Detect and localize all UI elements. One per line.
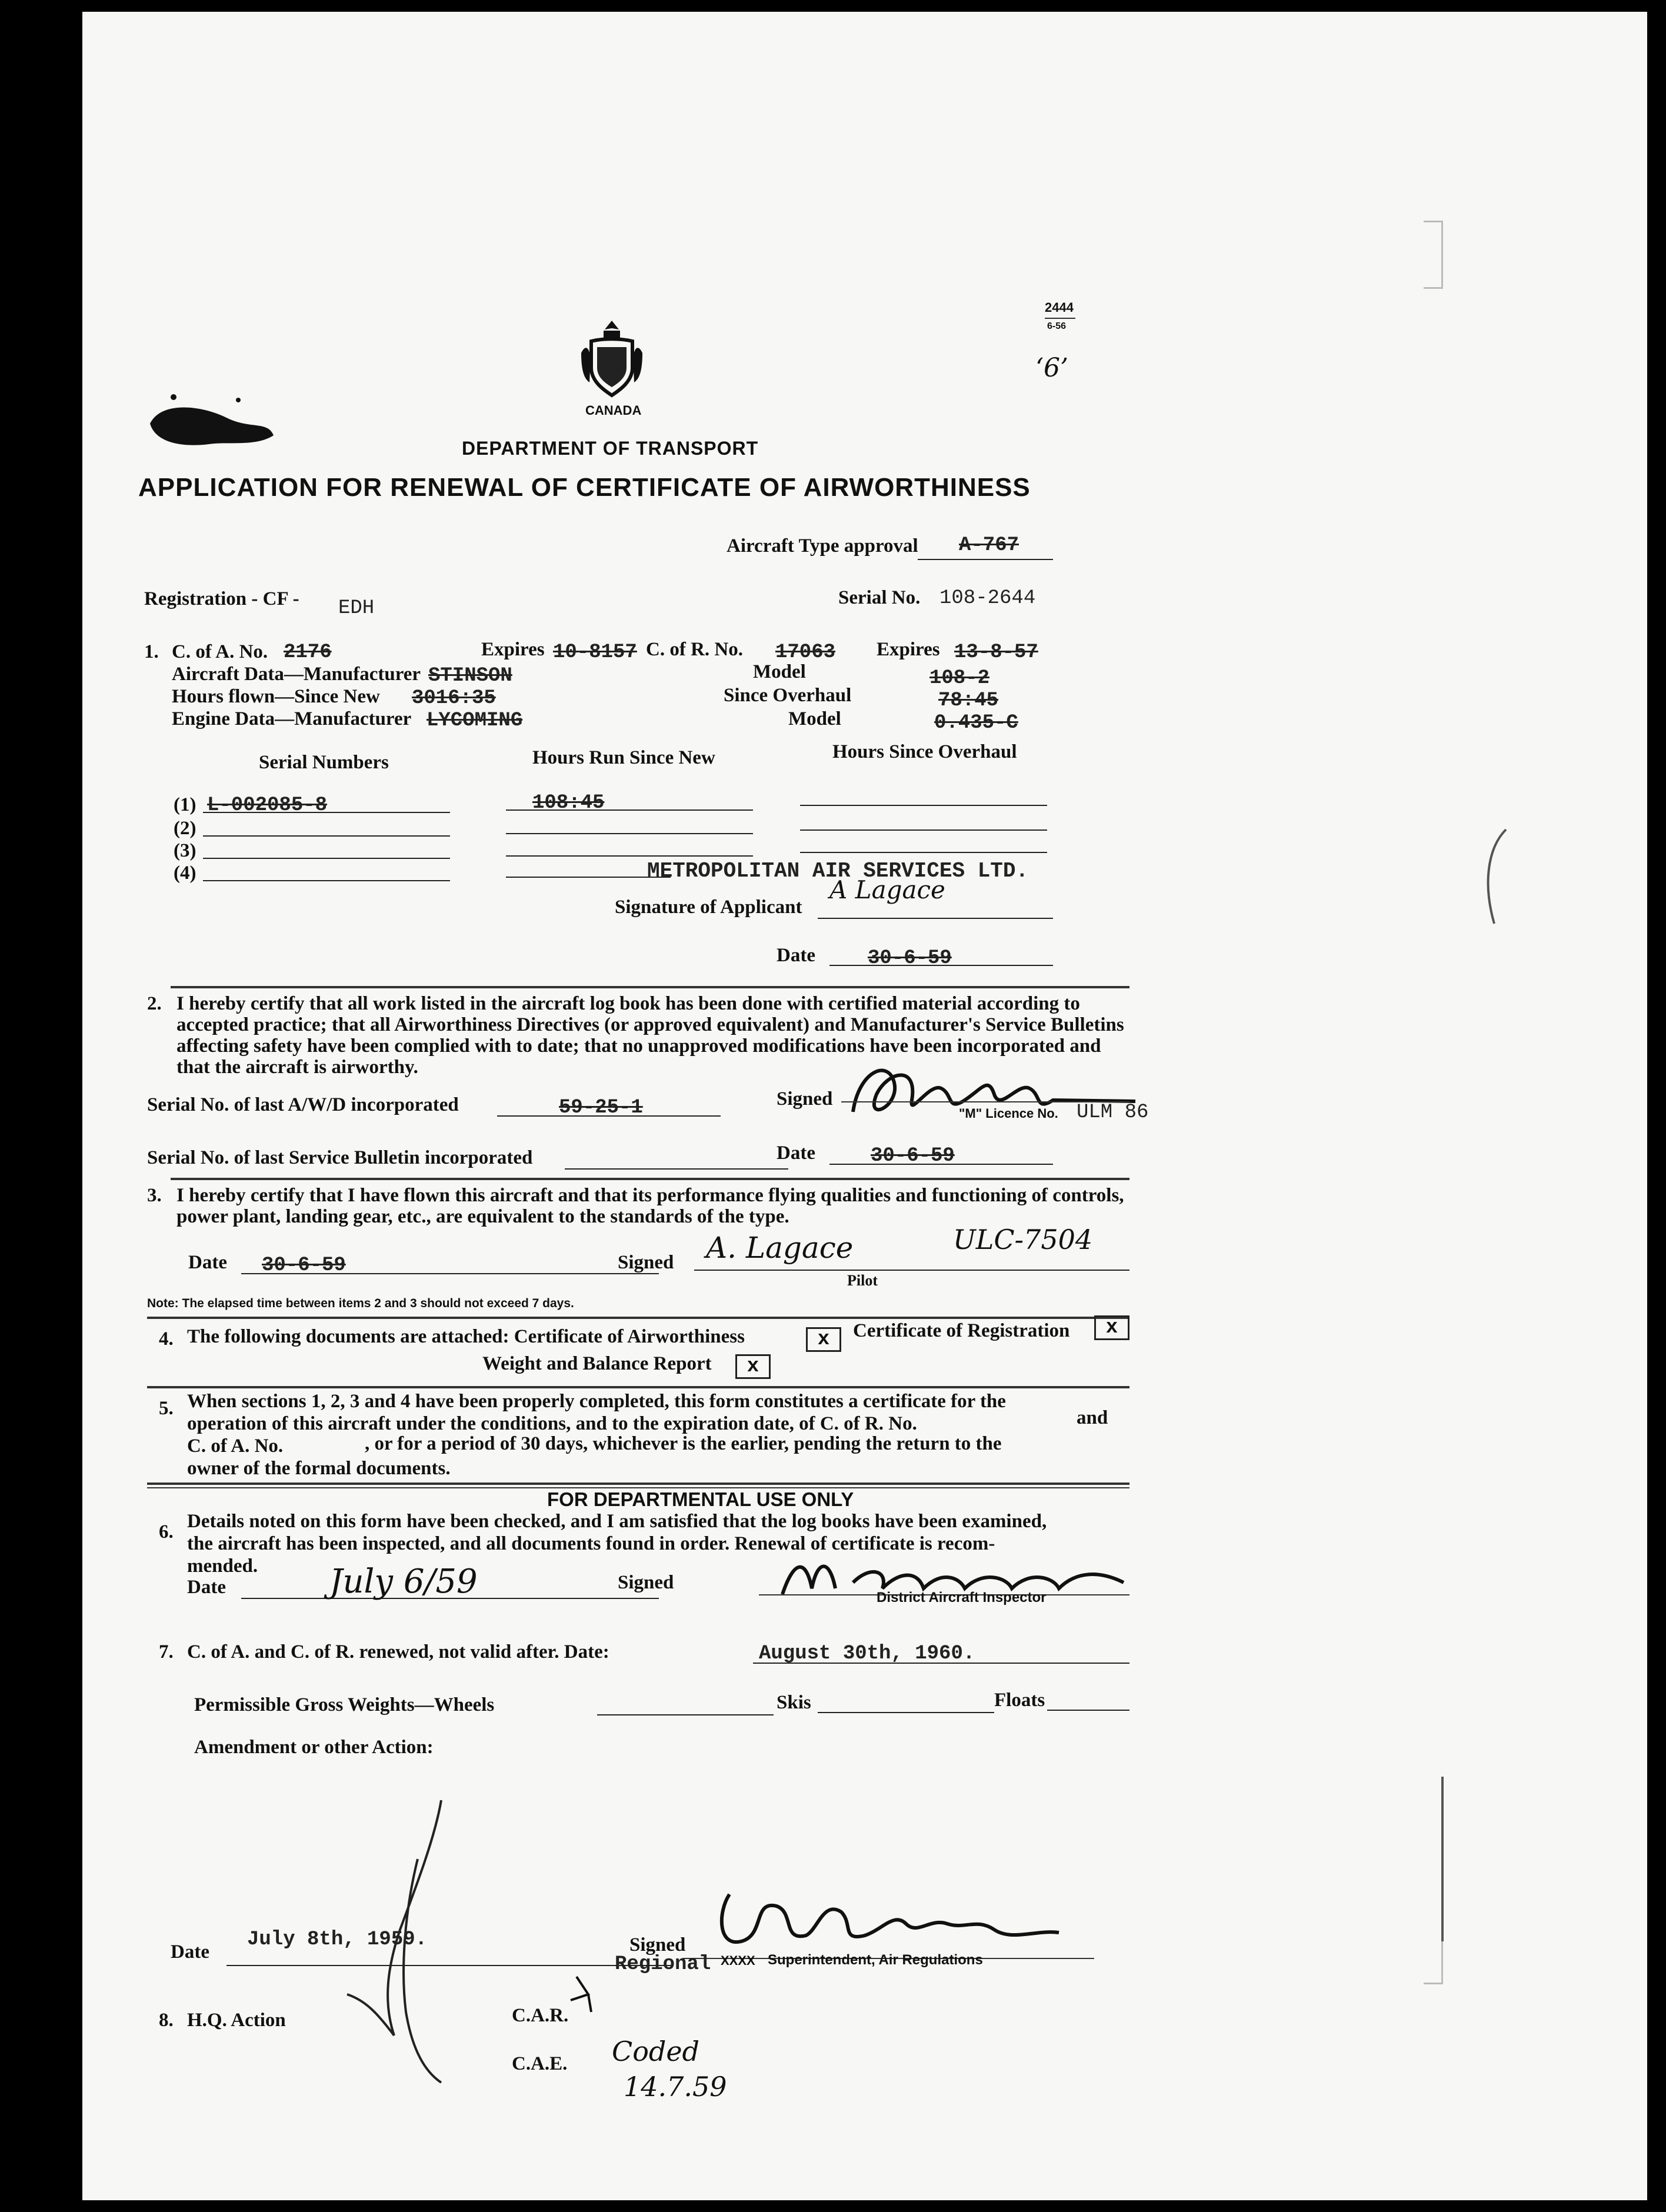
section-5-line-2: operation of this aircraft under the conditions, and to the expiration date, of C. of R. No. bbox=[187, 1413, 917, 1434]
page-title: APPLICATION FOR RENEWAL OF CERTIFICATE OF AIRWORTHINESS bbox=[138, 473, 1031, 502]
row-2-serial-line bbox=[203, 835, 450, 837]
section-7-number: 7. bbox=[159, 1641, 174, 1663]
form-date: 6-56 bbox=[1047, 321, 1067, 331]
section-6-line-1: Details noted on this form have been checked, and I am satisfied that the log books have been examined, bbox=[187, 1511, 1047, 1532]
form-number-divider bbox=[1045, 318, 1075, 319]
department-title: DEPARTMENT OF TRANSPORT bbox=[462, 438, 759, 459]
section-6-line-2: the aircraft has been inspected, and all documents found in order. Renewal of certificate is recom- bbox=[187, 1533, 995, 1554]
cae-label: C.A.E. bbox=[512, 2053, 568, 2074]
col-hours-overhaul: Hours Since Overhaul bbox=[832, 741, 1017, 762]
bulletin-line bbox=[565, 1168, 788, 1170]
row-4-serial-line bbox=[203, 880, 450, 881]
floats-label: Floats bbox=[994, 1690, 1045, 1711]
pilot-signature: A. Lagace bbox=[706, 1231, 854, 1265]
section-3-date: 30-6-59 bbox=[262, 1254, 346, 1277]
row-1-hours-line bbox=[506, 809, 753, 811]
ca-no-label: C. of A. No. bbox=[172, 641, 268, 662]
wb-attached-label: Weight and Balance Report bbox=[482, 1353, 712, 1374]
section-2-date: 30-6-59 bbox=[871, 1145, 955, 1167]
row-3-overhaul-line bbox=[800, 852, 1047, 853]
expires-2-value: 13-8-57 bbox=[954, 641, 1038, 664]
departmental-heading: FOR DEPARTMENTAL USE ONLY bbox=[547, 1488, 854, 1510]
coded-date: 14.7.59 bbox=[624, 2071, 727, 2103]
signature-applicant: A Lagace bbox=[829, 875, 945, 904]
section-3-date-label: Date bbox=[188, 1252, 227, 1273]
car-label: C.A.R. bbox=[512, 2005, 569, 2026]
expires-1-label: Expires bbox=[481, 639, 545, 660]
col-hours-new: Hours Run Since New bbox=[532, 747, 715, 768]
section-4-number: 4. bbox=[159, 1328, 174, 1350]
margin-rule bbox=[1441, 1777, 1444, 1941]
pilot-label: Pilot bbox=[847, 1272, 878, 1289]
type-approval-value: A-767 bbox=[959, 534, 1019, 557]
divider-4 bbox=[147, 1386, 1129, 1388]
section-6-number: 6. bbox=[159, 1521, 174, 1543]
section-3-signature-line bbox=[694, 1270, 1129, 1271]
section-7-date2-label: Date bbox=[171, 1941, 209, 1963]
section-7-signed-label: Signed bbox=[629, 1934, 686, 1956]
wb-attached-checkbox[interactable]: x bbox=[735, 1354, 771, 1379]
superintendent-label: Superintendent, Air Regulations bbox=[768, 1952, 983, 1968]
section-1-date: 30-6-59 bbox=[868, 947, 952, 970]
section-2-date-label: Date bbox=[777, 1142, 815, 1164]
regional-superintendent-signature bbox=[706, 1877, 1082, 1959]
struck-word: XXXX bbox=[721, 1953, 755, 1968]
regional-label: Regional bbox=[615, 1953, 711, 1976]
row-1-index: (1) bbox=[174, 794, 196, 815]
expires-1-value: 10-8157 bbox=[553, 641, 637, 664]
section-5-and: and bbox=[1077, 1407, 1108, 1428]
section-1-date-label: Date bbox=[777, 945, 815, 966]
hours-since-new: 3016:35 bbox=[412, 687, 496, 709]
row-1-hours-new: 108:45 bbox=[532, 792, 605, 814]
engine-manufacturer: LYCOMING bbox=[427, 709, 523, 732]
section-1-number: 1. bbox=[144, 641, 159, 662]
section-2-text: I hereby certify that all work listed in the aircraft log book has been done with certified material according to accepted practice; that all Airworthiness Directives (or approved equivalent) and Manufacturer's Service Bulletins affecting safety have been complied with to date; that no unapproved modifications have been incorporated and that the aircraft is airworthy. bbox=[176, 993, 1124, 1078]
crop-mark-top bbox=[1424, 221, 1443, 289]
aircraft-manufacturer: STINSON bbox=[428, 665, 512, 687]
section-3-text: I hereby certify that I have flown this aircraft and that its performance flying qualities and functioning of controls, power plant, landing gear, etc., are equivalent to the standards of the type. bbox=[176, 1185, 1124, 1227]
coded-note: Coded bbox=[612, 2036, 700, 2067]
bulletin-label: Serial No. of last Service Bulletin incorporated bbox=[147, 1147, 533, 1168]
pilot-licence: ULC-7504 bbox=[953, 1224, 1093, 1255]
col-serial-numbers: Serial Numbers bbox=[259, 752, 389, 773]
aircraft-data-label: Aircraft Data—Manufacturer bbox=[172, 664, 421, 685]
section-7-date2: July 8th, 1959. bbox=[247, 1928, 428, 1951]
section-6-date-label: Date bbox=[187, 1577, 226, 1598]
aircraft-model: 108-2 bbox=[929, 667, 990, 689]
divider-2 bbox=[171, 1178, 1129, 1180]
m-licence-value: ULM 86 bbox=[1077, 1101, 1149, 1124]
signature-applicant-label: Signature of Applicant bbox=[615, 897, 802, 918]
awd-value: 59-25-1 bbox=[559, 1097, 643, 1119]
row-4-hours-line bbox=[506, 877, 671, 878]
row-1-serial: L-002085-8 bbox=[207, 794, 328, 817]
type-approval-line bbox=[918, 559, 1053, 560]
section-5-number: 5. bbox=[159, 1398, 174, 1419]
row-3-serial-line bbox=[203, 858, 450, 859]
registration-value: EDH bbox=[338, 597, 375, 619]
elapsed-time-note: Note: The elapsed time between items 2 and 3 should not exceed 7 days. bbox=[147, 1297, 574, 1310]
margin-bracket-mark bbox=[1471, 824, 1518, 941]
hours-flown-label: Hours flown—Since New bbox=[172, 686, 380, 707]
ink-blot bbox=[138, 388, 279, 459]
corner-mark: ‘6’ bbox=[1035, 353, 1068, 383]
serial-value: 108-2644 bbox=[939, 587, 1036, 609]
crop-mark-bottom bbox=[1424, 1918, 1443, 1984]
row-1-overhaul-line bbox=[800, 805, 1047, 806]
row-2-overhaul-line bbox=[800, 830, 1047, 831]
cr-attached-checkbox[interactable]: x bbox=[1094, 1315, 1129, 1340]
row-3-hours-line bbox=[506, 855, 753, 857]
serial-label: Serial No. bbox=[838, 587, 921, 608]
divider-5 bbox=[147, 1483, 1129, 1485]
district-inspector-label: District Aircraft Inspector bbox=[877, 1590, 1047, 1605]
divider-1 bbox=[171, 986, 1129, 988]
engine-model-label: Model bbox=[788, 708, 841, 729]
section-8-number: 8. bbox=[159, 2010, 174, 2031]
form-sheet bbox=[82, 12, 1647, 2200]
cr-no-label: C. of R. No. bbox=[646, 639, 743, 660]
form-number: 2444 bbox=[1045, 300, 1074, 315]
section-7-date: August 30th, 1960. bbox=[759, 1643, 975, 1665]
section-5-line-1: When sections 1, 2, 3 and 4 have been properly completed, this form constitutes a certificate for the bbox=[187, 1391, 1006, 1412]
ca-no-value: 2176 bbox=[284, 641, 332, 664]
engine-model: 0.435-C bbox=[934, 712, 1018, 734]
country-label: CANADA bbox=[585, 403, 642, 418]
section-7-text: C. of A. and C. of R. renewed, not valid after. Date: bbox=[187, 1641, 609, 1663]
section-5-line-4: owner of the formal documents. bbox=[187, 1458, 451, 1479]
m-licence-label: "M" Licence No. bbox=[959, 1106, 1058, 1121]
floats-line bbox=[1047, 1710, 1129, 1711]
section-2-number: 2. bbox=[147, 993, 162, 1014]
row-2-hours-line bbox=[506, 833, 753, 834]
cr-no-value: 17063 bbox=[775, 641, 836, 664]
model-label: Model bbox=[753, 661, 806, 682]
row-1-serial-line bbox=[203, 812, 450, 813]
scrawled-handwriting bbox=[294, 1788, 541, 2118]
wheels-line bbox=[597, 1714, 774, 1715]
signature-applicant-line bbox=[818, 918, 1053, 919]
section-3-signed-label: Signed bbox=[618, 1252, 674, 1273]
section-5-ca-label: C. of A. No. bbox=[187, 1435, 284, 1457]
row-4-index: (4) bbox=[174, 862, 196, 884]
section-6-date: July 6/59 bbox=[329, 1563, 478, 1601]
row-3-index: (3) bbox=[174, 840, 196, 861]
engine-data-label: Engine Data—Manufacturer bbox=[172, 708, 412, 729]
since-overhaul-label: Since Overhaul bbox=[724, 685, 852, 706]
section-7-date2-line bbox=[226, 1965, 674, 1966]
section-5-line-3: , or for a period of 30 days, whichever is the earlier, pending the return to the bbox=[365, 1433, 1002, 1454]
row-2-index: (2) bbox=[174, 818, 196, 839]
awd-label: Serial No. of last A/W/D incorporated bbox=[147, 1094, 459, 1115]
section-3-number: 3. bbox=[147, 1185, 162, 1206]
section-4-text: The following documents are attached: Certificate of Airworthiness bbox=[187, 1326, 745, 1347]
section-6-line-3: mended. bbox=[187, 1555, 258, 1577]
ca-attached-checkbox[interactable]: x bbox=[806, 1327, 841, 1352]
weights-wheels-label: Permissible Gross Weights—Wheels bbox=[194, 1694, 495, 1715]
applicant-company: METROPOLITAN AIR SERVICES LTD. bbox=[647, 859, 1029, 883]
skis-label: Skis bbox=[777, 1692, 811, 1713]
hq-action-label: H.Q. Action bbox=[187, 2010, 286, 2031]
registration-label: Registration - CF - bbox=[144, 588, 299, 609]
section-2-signed-label: Signed bbox=[777, 1088, 833, 1110]
coat-of-arms-icon bbox=[577, 318, 647, 400]
cr-attached-label: Certificate of Registration bbox=[853, 1320, 1070, 1341]
car-mark bbox=[565, 1971, 612, 2018]
amendment-label: Amendment or other Action: bbox=[194, 1737, 434, 1758]
hours-since-overhaul: 78:45 bbox=[938, 689, 999, 712]
divider-3 bbox=[147, 1317, 1129, 1319]
skis-line bbox=[818, 1712, 994, 1713]
section-6-signed-label: Signed bbox=[618, 1572, 674, 1593]
expires-2-label: Expires bbox=[877, 639, 940, 660]
type-approval-label: Aircraft Type approval bbox=[727, 535, 918, 557]
